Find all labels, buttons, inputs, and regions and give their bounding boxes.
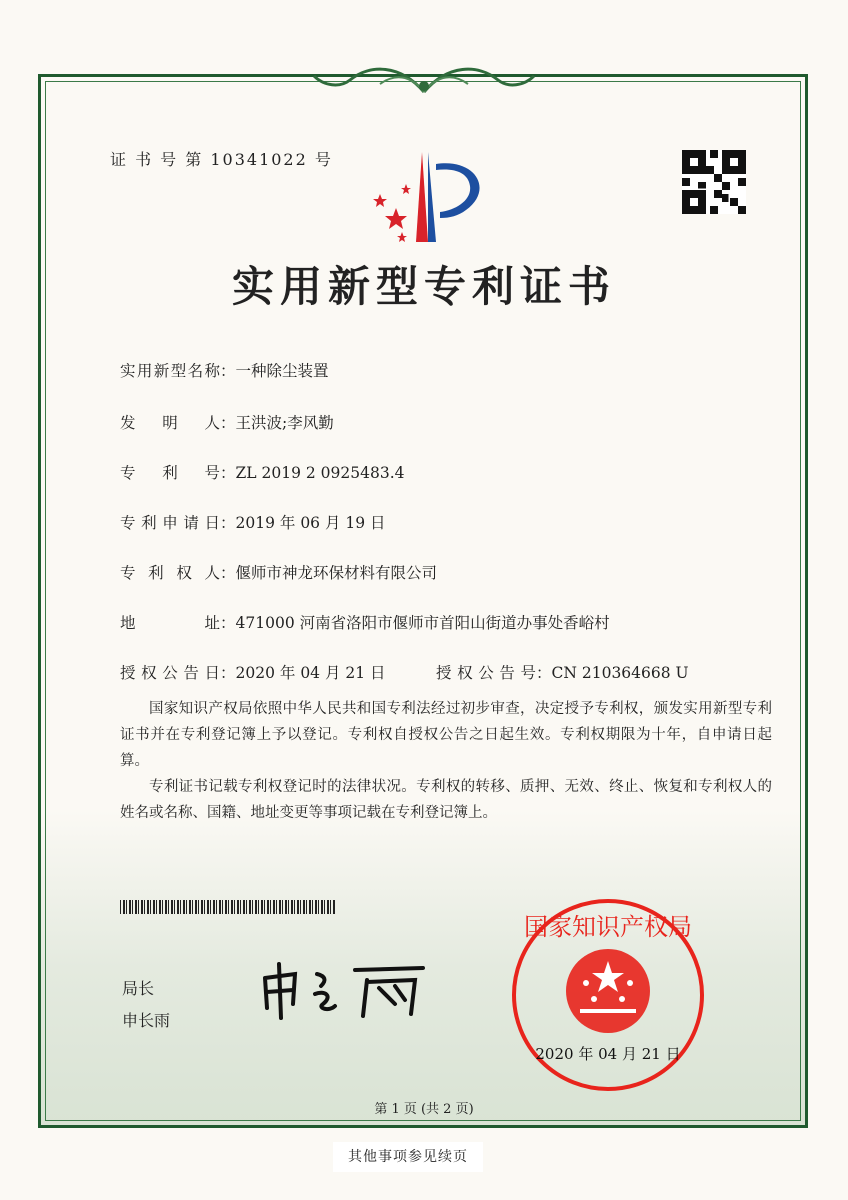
barcode-icon xyxy=(120,900,336,914)
signature-icon xyxy=(255,960,435,1020)
seal-date: 2020 年 04 月 21 日 xyxy=(535,1045,681,1063)
page-title: 实用新型专利证书 xyxy=(231,262,616,311)
ornament-icon xyxy=(310,62,538,98)
signatory-name: 申长雨 xyxy=(122,1011,171,1030)
field-patentee: 专利权人：偃师市神龙环保材料有限公司 xyxy=(120,564,438,582)
official-seal-icon xyxy=(508,895,708,1095)
signatory-title: 局长 xyxy=(122,979,155,998)
field-application-date: 专利申请日：2019 年 06 月 19 日 xyxy=(120,514,386,532)
cnipa-logo-icon xyxy=(366,150,490,246)
paragraph-grant: 国家知识产权局依照中华人民共和国专利法经过初步审查，决定授予专利权，颁发实用新型专利证书并在专利登记簿上予以登记。专利权自授权公告之日起生效。专利权期限为十年，自申请日起算。 xyxy=(120,701,772,769)
certificate-number: 证 书 号 第 10341022 号 xyxy=(110,150,333,169)
continuation-note: 其他事项参见续页 xyxy=(333,1142,483,1172)
page-indicator: 第 1 页 (共 2 页) xyxy=(374,1102,474,1117)
field-patent-number: 专利号：ZL 2019 2 0925483.4 xyxy=(120,464,405,482)
field-address: 地址：471000 河南省洛阳市偃师市首阳山街道办事处香峪村 xyxy=(120,614,610,632)
field-grant-date: 授权公告日：2020 年 04 月 21 日 xyxy=(120,664,386,682)
seal-text: 国家知识产权局 xyxy=(524,913,692,941)
paragraph-legal-status: 专利证书记载专利权登记时的法律状况。专利权的转移、质押、无效、终止、恢复和专利权人的姓名或名称、国籍、地址变更等事项记载在专利登记簿上。 xyxy=(120,779,772,821)
qr-code-icon xyxy=(682,150,746,214)
field-grant-number: 授权公告号：CN 210364668 U xyxy=(436,664,689,682)
field-inventor: 发明人：王洪波;李风勤 xyxy=(120,414,334,432)
field-utility-model-name: 实用新型名称：一种除尘装置 xyxy=(120,362,329,380)
